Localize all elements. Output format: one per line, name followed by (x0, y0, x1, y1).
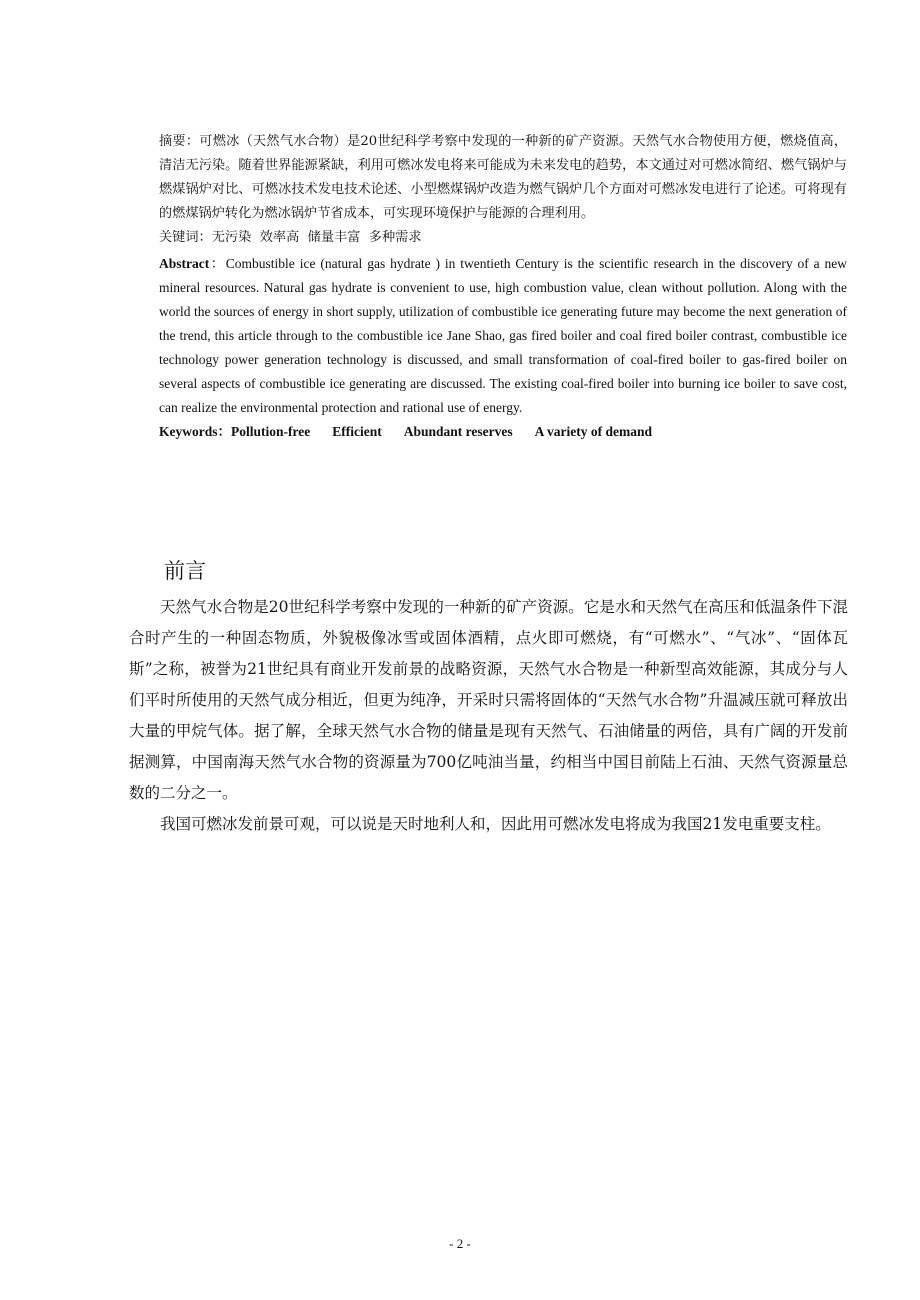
page-number: - 2 - (449, 1236, 471, 1251)
abstract-en (159, 252, 847, 420)
abstract-en-colon: ： (209, 256, 226, 271)
keywords-cn (159, 226, 847, 250)
keyword-cn-item: 多种需求 (368, 230, 422, 245)
abstract-block (159, 130, 847, 444)
keywords-en (159, 420, 847, 444)
keywords-en-label: Keywords： (159, 424, 231, 439)
paragraph: 我国可燃冰发前景可观，可以说是天时地利人和，因此用可燃冰发电将成为我国21发电重要支柱。 (160, 815, 831, 833)
preface-section (129, 556, 848, 840)
keyword-en-item: Abundant reserves (403, 424, 513, 439)
section-body (129, 592, 848, 840)
abstract-en-label: Abstract (159, 256, 210, 271)
keyword-cn-item: 无污染 (211, 230, 252, 245)
keyword-cn-item: 效率高 (259, 230, 300, 245)
abstract-cn-label: 摘要： (159, 134, 200, 149)
keyword-en-item: A variety of demand (534, 424, 652, 439)
abstract-cn-text: 可燃冰（天然气水合物）是20世纪科学考察中发现的一种新的矿产资源。天然气水合物使用方便，燃烧值高，清洁无污染。随着世界能源紧缺，利用可燃冰发电将来可能成为未来发电的趋势，本文通过对可燃冰简绍、燃气锅炉与燃煤锅炉对比、可燃冰技术发电技术论述、小型燃煤锅炉改造为燃气锅炉几个方面对可燃冰发电进行了论述。可将现有的燃煤锅炉转化为燃冰锅炉节省成本，可实现环境保护与能源的合理利用。 (159, 134, 848, 221)
keywords-cn-label: 关键词： (159, 230, 212, 245)
keyword-en-item: Efficient (332, 424, 382, 439)
paragraph: 天然气水合物是20世纪科学考察中发现的一种新的矿产资源。它是水和天然气在高压和低温条件下混合时产生的一种固态物质，外貌极像冰雪或固体酒精，点火即可燃烧，有“可燃水”、“气冰”、“固体瓦斯”之称，被誉为21世纪具有商业开发前景的战略资源，天然气水合物是一种新型高效能源，其成分与人们平时所使用的天然气成分相近，但更为纯净，开采时只需将固体的“天然气水合物”升温减压就可释放出大量的甲烷气体。据了解，全球天然气水合物的储量是现有天然气、石油储量的两倍，具有广阔的开发前据测算，中国南海天然气水合物的资源量为700亿吨油当量，约相当中国目前陆上石油、天然气资源量总数的二分之一。 (129, 598, 848, 802)
section-title: 前言 (164, 559, 206, 583)
keyword-en-item: Pollution-free (231, 424, 311, 439)
abstract-cn (159, 130, 847, 226)
keyword-cn-item: 储量丰富 (307, 230, 361, 245)
abstract-en-text: Combustible ice (natural gas hydrate ) in twentieth Century is the scientific research in the discovery of a new mineral resources. Natural gas hydrate is convenient to use, high combustion value, clean without pollution. Along with the world the sources of energy in short supply, utilization of combustible ice generating future may become the next generation of the trend, this article through to the combustible ice Jane Shao, gas fired boiler and coal fired boiler contrast, combustible ice technology power generation technology is discussed, and small transformation of coal-fired boiler to gas-fired boiler on several aspects of combustible ice generating are discussed. The existing coal-fired boiler into burning ice boiler to save cost, can realize the environmental protection and rational use of energy. (159, 256, 847, 415)
